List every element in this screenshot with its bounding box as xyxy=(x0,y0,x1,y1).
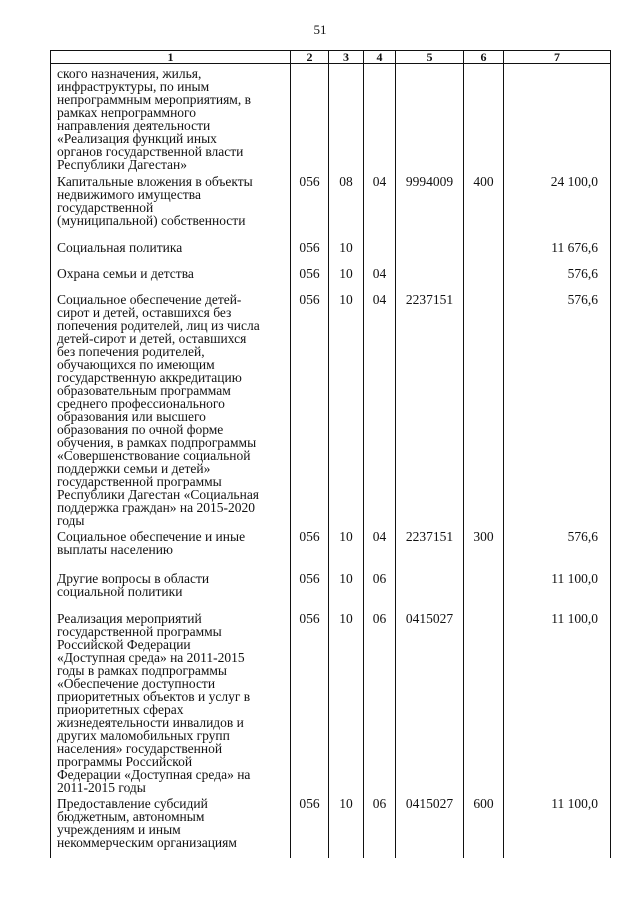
admin-code-cell: 056 xyxy=(291,609,329,794)
subsection-code-cell: 04 xyxy=(364,172,396,238)
section-code-cell xyxy=(329,64,364,172)
target-article-code-cell xyxy=(396,264,464,290)
target-article-code-cell: 2237151 xyxy=(396,527,464,569)
amount-cell: 576,6 xyxy=(504,527,611,569)
subsection-code-cell xyxy=(364,238,396,264)
admin-code-cell: 056 xyxy=(291,794,329,858)
table-row xyxy=(51,64,611,172)
column-header: 7 xyxy=(504,51,611,64)
target-article-code-cell xyxy=(396,64,464,172)
target-article-code-cell xyxy=(396,238,464,264)
row-name: Социальная политика xyxy=(57,239,183,255)
amount-cell: 576,6 xyxy=(504,290,611,527)
column-header: 2 xyxy=(291,51,329,64)
expense-type-code-cell: 600 xyxy=(464,794,504,858)
amount-cell: 24 100,0 xyxy=(504,172,611,238)
admin-code-cell: 056 xyxy=(291,569,329,609)
table-row xyxy=(51,238,611,264)
page-number: 51 xyxy=(313,22,327,37)
section-code-cell: 08 xyxy=(329,172,364,238)
section-code-cell: 10 xyxy=(329,527,364,569)
subsection-code-cell: 06 xyxy=(364,794,396,858)
table-row xyxy=(51,264,611,290)
row-name-cell xyxy=(51,794,291,858)
row-name-cell xyxy=(51,238,291,264)
admin-code-cell: 056 xyxy=(291,172,329,238)
target-article-code-cell xyxy=(396,569,464,609)
table-row xyxy=(51,527,611,569)
expense-type-code-cell xyxy=(464,238,504,264)
table-row xyxy=(51,609,611,794)
subsection-code-cell xyxy=(364,64,396,172)
row-name-cell xyxy=(51,569,291,609)
admin-code-cell: 056 xyxy=(291,527,329,569)
row-name-cell xyxy=(51,290,291,527)
section-code-cell: 10 xyxy=(329,264,364,290)
expense-type-code-cell xyxy=(464,290,504,527)
row-name: Реализация мероприятий государственной программы Российской Федерации «Доступная среда» на 2011-2015 годы в рамках подпрограммы «Обеспечение доступности приоритетных объектов и услуг в приоритетных сферах жизнедеятельности инвалидов и других маломобильных групп населения» государственной программы Российской Федерации «Доступная среда» на 2011-2015 годы xyxy=(57,610,251,795)
column-header: 4 xyxy=(364,51,396,64)
subsection-code-cell: 04 xyxy=(364,264,396,290)
column-header: 5 xyxy=(396,51,464,64)
section-code-cell: 10 xyxy=(329,609,364,794)
table-row xyxy=(51,569,611,609)
expense-type-code-cell xyxy=(464,569,504,609)
amount-cell: 11 676,6 xyxy=(504,238,611,264)
subsection-code-cell: 04 xyxy=(364,290,396,527)
row-name: Предоставление субсидий бюджетным, автономным учреждениям и иным некоммерческим организациям xyxy=(57,795,237,850)
expense-type-code-cell xyxy=(464,64,504,172)
target-article-code-cell: 2237151 xyxy=(396,290,464,527)
section-code-cell: 10 xyxy=(329,569,364,609)
column-header: 3 xyxy=(329,51,364,64)
expense-type-code-cell: 300 xyxy=(464,527,504,569)
row-name: Другие вопросы в области социальной политики xyxy=(57,570,210,599)
row-name-cell xyxy=(51,264,291,290)
table-row xyxy=(51,794,611,858)
target-article-code-cell: 0415027 xyxy=(396,609,464,794)
amount-cell xyxy=(504,64,611,172)
admin-code-cell: 056 xyxy=(291,264,329,290)
expense-type-code-cell xyxy=(464,609,504,794)
target-article-code-cell: 9994009 xyxy=(396,172,464,238)
row-name: Охрана семьи и детства xyxy=(57,265,194,281)
target-article-code-cell: 0415027 xyxy=(396,794,464,858)
row-name-cell xyxy=(51,527,291,569)
admin-code-cell xyxy=(291,64,329,172)
amount-cell: 11 100,0 xyxy=(504,609,611,794)
admin-code-cell: 056 xyxy=(291,290,329,527)
table-row xyxy=(51,172,611,238)
subsection-code-cell: 06 xyxy=(364,569,396,609)
section-code-cell: 10 xyxy=(329,290,364,527)
amount-cell: 11 100,0 xyxy=(504,569,611,609)
amount-cell: 576,6 xyxy=(504,264,611,290)
table-row xyxy=(51,290,611,527)
column-header: 1 xyxy=(51,51,291,64)
row-name: Социальное обеспечение детей-сирот и детей, оставшихся без попечения родителей, лиц из числа детей-сирот и детей, оставшихся без попечения родителей, обучающихся по имеющим государственную аккредитацию образовательным программам среднего профессионального образования или высшего образования по очной форме обучения, в рамках подпрограммы «Совершенствование социальной поддержки семьи и детей» государственной программы Республики Дагестан «Социальная поддержка граждан» на 2015-2020 годы xyxy=(57,291,260,528)
subsection-code-cell: 06 xyxy=(364,609,396,794)
budget-table xyxy=(50,50,611,858)
section-code-cell: 10 xyxy=(329,238,364,264)
table-header-row xyxy=(51,51,611,64)
row-name-cell xyxy=(51,172,291,238)
column-header: 6 xyxy=(464,51,504,64)
admin-code-cell: 056 xyxy=(291,238,329,264)
row-name: Капитальные вложения в объекты недвижимого имущества государственной (муниципальной) собственности xyxy=(57,173,253,228)
expense-type-code-cell xyxy=(464,264,504,290)
row-name-cell xyxy=(51,64,291,172)
expense-type-code-cell: 400 xyxy=(464,172,504,238)
row-name-cell xyxy=(51,609,291,794)
amount-cell: 11 100,0 xyxy=(504,794,611,858)
row-name: ского назначения, жилья, инфраструктуры, по иным непрограммным мероприятиям, в рамках непрограммного направления деятельности «Реализация функций иных органов государственной власти Республики Дагестан» xyxy=(57,66,251,172)
row-name: Социальное обеспечение и иные выплаты населению xyxy=(57,528,246,557)
section-code-cell: 10 xyxy=(329,794,364,858)
subsection-code-cell: 04 xyxy=(364,527,396,569)
